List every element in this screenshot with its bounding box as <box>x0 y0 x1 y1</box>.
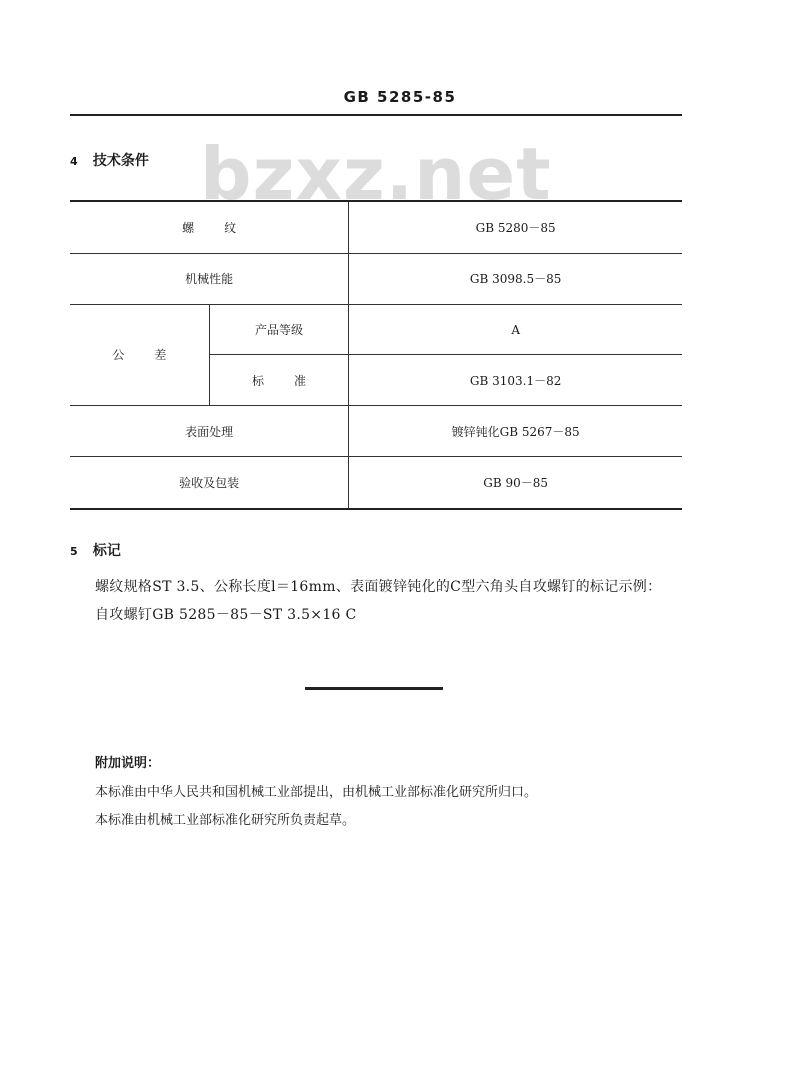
table-row <box>70 406 682 457</box>
table-row <box>70 457 682 509</box>
row-label-thread: 螺纹 <box>70 201 349 253</box>
row-label-mechanical: 机械性能 <box>70 253 349 304</box>
end-divider <box>305 687 443 690</box>
section-4-number: 4 <box>70 155 78 168</box>
table-row <box>70 253 682 304</box>
notes-title: 附加说明： <box>95 756 161 771</box>
row-value-mechanical: GB 3098.5－85 <box>349 253 682 304</box>
row-value-standard: GB 3103.1－82 <box>349 355 682 406</box>
row-label-surface: 表面处理 <box>70 406 349 457</box>
section-5-title: 标记 <box>92 543 121 559</box>
notes-line-1: 本标准由中华人民共和国机械工业部提出，由机械工业部标准化研究所归口。 <box>95 785 538 800</box>
technical-conditions-table <box>70 200 682 510</box>
header-rule <box>70 114 682 116</box>
standard-code-header: GB 5285-85 <box>343 88 457 106</box>
row-value-grade: A <box>349 304 682 355</box>
section-4-heading <box>70 150 149 170</box>
row-value-surface: 镀锌钝化GB 5267－85 <box>349 406 682 457</box>
section-4-title: 技术条件 <box>92 153 149 169</box>
section-5-heading <box>70 540 121 560</box>
marking-description: 螺纹规格ST 3.5、公称长度l＝16mm、表面镀锌钝化的C型六角头自攻螺钉的标记示例： <box>95 579 662 595</box>
row-label-acceptance: 验收及包装 <box>70 457 349 509</box>
row-sublabel-grade: 产品等级 <box>209 304 349 355</box>
table-row <box>70 201 682 253</box>
marking-example: 自攻螺钉GB 5285－85－ST 3.5×16 C <box>95 607 357 623</box>
row-value-acceptance: GB 90－85 <box>349 457 682 509</box>
notes-line-2: 本标准由机械工业部标准化研究所负责起草。 <box>95 813 356 828</box>
section-5-number: 5 <box>70 545 78 558</box>
row-value-thread: GB 5280－85 <box>349 201 682 253</box>
table-row <box>70 304 682 355</box>
row-sublabel-standard: 标准 <box>209 355 349 406</box>
row-label-tolerance: 公差 <box>70 304 209 406</box>
watermark: bzxz.net <box>200 132 552 216</box>
